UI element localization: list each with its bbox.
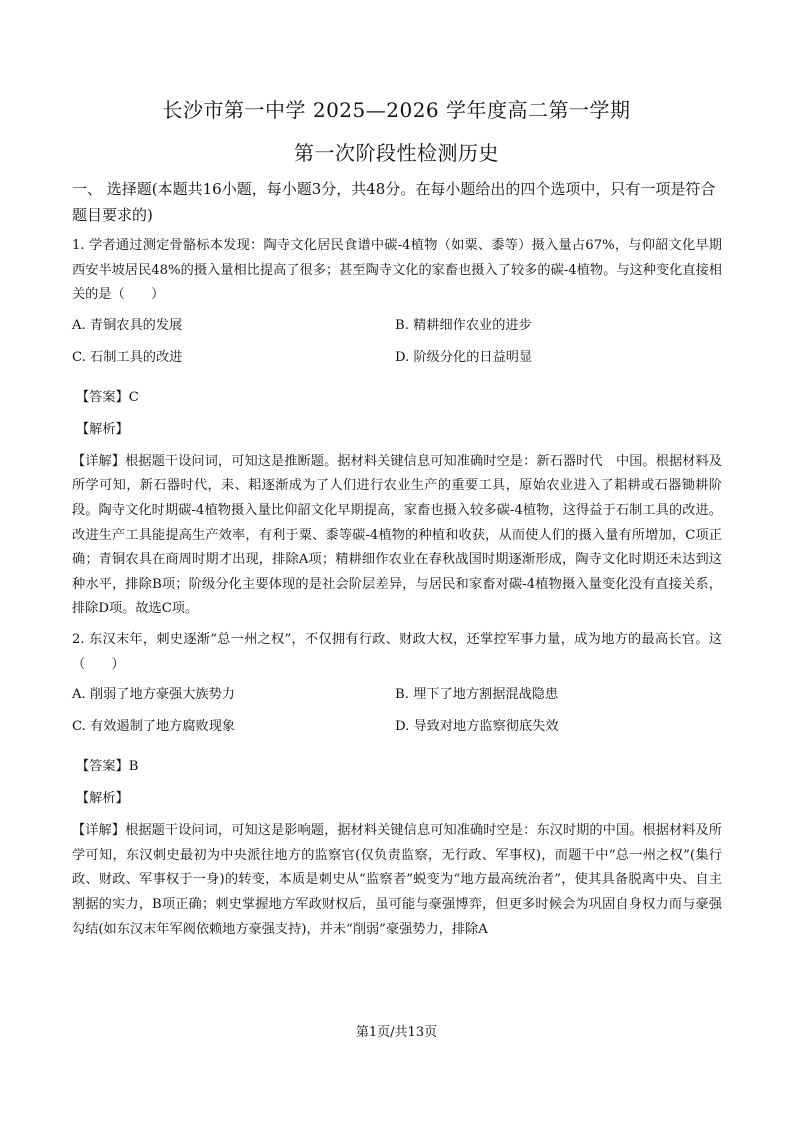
question-1-options: [72, 314, 722, 378]
question-2-option-c: C. 有效遏制了地方腐败现象: [72, 719, 236, 735]
question-1-answer: 【答案】C: [76, 389, 139, 405]
question-1-option-c: C. 石制工具的改进: [72, 349, 183, 365]
question-2-answer: 【答案】B: [76, 759, 139, 775]
question-1-detail: 【详解】根据题干设问词，可知这是推断题。据材料关键信息可知准确时空是：新石器时代 中国。根据材料及所学可知，新石器时代，耒、耜逐渐成为了人们进行农业生产的重要工具，原始农业进入了耜耕或石器锄耕阶段。陶寺文化时期碳-4植物摄入量比仰韶文化早期提高，家畜也摄入较多碳-4植物，这得益于石制工具的改进。改进生产工具能提高生产效率，有利于粟、黍等碳-4植物的种植和收获，从而使人们的摄入量有所增加，C项正确；青铜农具在商周时期才出现，排除A项；精耕细作农业在春秋战国时期逐渐形成，陶寺文化时期还未达到这种水平，排除B项；阶级分化主要体现的是社会阶层差异，与居民和家畜对碳-4植物摄入量变化没有直接关系，排除D项。故选C项。: [72, 453, 722, 617]
question-2-analysis-label: 【解析】: [76, 791, 129, 807]
document-body: [72, 176, 722, 948]
document-title: 长沙市第一中学 2025—2026 学年度高二第一学期: [162, 98, 631, 122]
question-1-stem: 1. 学者通过测定骨骼标本发现：陶寺文化居民食谱中碳-4植物（如粟、黍等）摄入量占67%，与仰韶文化早期西安半坡居民48%的摄入量相比提高了很多；甚至陶寺文化的家畜也摄入了较多的碳-4植物。与这种变化直接相关的是（ ）: [72, 238, 722, 303]
section-heading: 一、 选择题(本题共16小题，每小题3分，共48分。在每小题给出的四个选项中，只有一项是符合题目要求的): [72, 180, 716, 224]
question-2-options: [72, 683, 722, 747]
question-2-option-b: B. 埋下了地方割据混战隐患: [395, 687, 559, 703]
question-1-option-b: B. 精耕细作农业的进步: [395, 317, 532, 333]
document-subtitle: 第一次阶段性检测历史: [294, 141, 499, 165]
question-1-option-a: A. 青铜农具的发展: [72, 317, 183, 333]
question-1-analysis-label: 【解析】: [76, 421, 129, 437]
question-2-option-a: A. 削弱了地方豪强大族势力: [72, 687, 235, 703]
question-1-option-d: D. 阶级分化的日益明显: [395, 349, 533, 365]
question-2-detail: 【详解】根据题干设问词，可知这是影响题，据材料关键信息可知准确时空是：东汉时期的中国。根据材料及所学可知，东汉刺史最初为中央派往地方的监察官(仅负责监察，无行政、军事权)，而题干中“总一州之权”(集行政、财政、军事权于一身)的转变，本质是刺史从“监察者”蜕变为“地方最高统治者”，使其具备脱离中央、自主割据的实力，B项正确；刺史掌握地方军政财权后，虽可能与豪强博弈，但更多时候会为巩固自身权力而与豪强勾结(如东汉末年军阀依赖地方豪强支持)，并未“削弱”豪强势力，排除A: [72, 823, 722, 937]
question-2-stem: 2. 东汉末年，刺史逐渐“总一州之权”，不仅拥有行政、财政大权，还掌控军事力量，成为地方的最高长官。这（ ）: [72, 631, 722, 672]
question-2-option-d: D. 导致对地方监察彻底失效: [395, 719, 559, 735]
page-footer: 第1页/共13页: [355, 1025, 438, 1040]
